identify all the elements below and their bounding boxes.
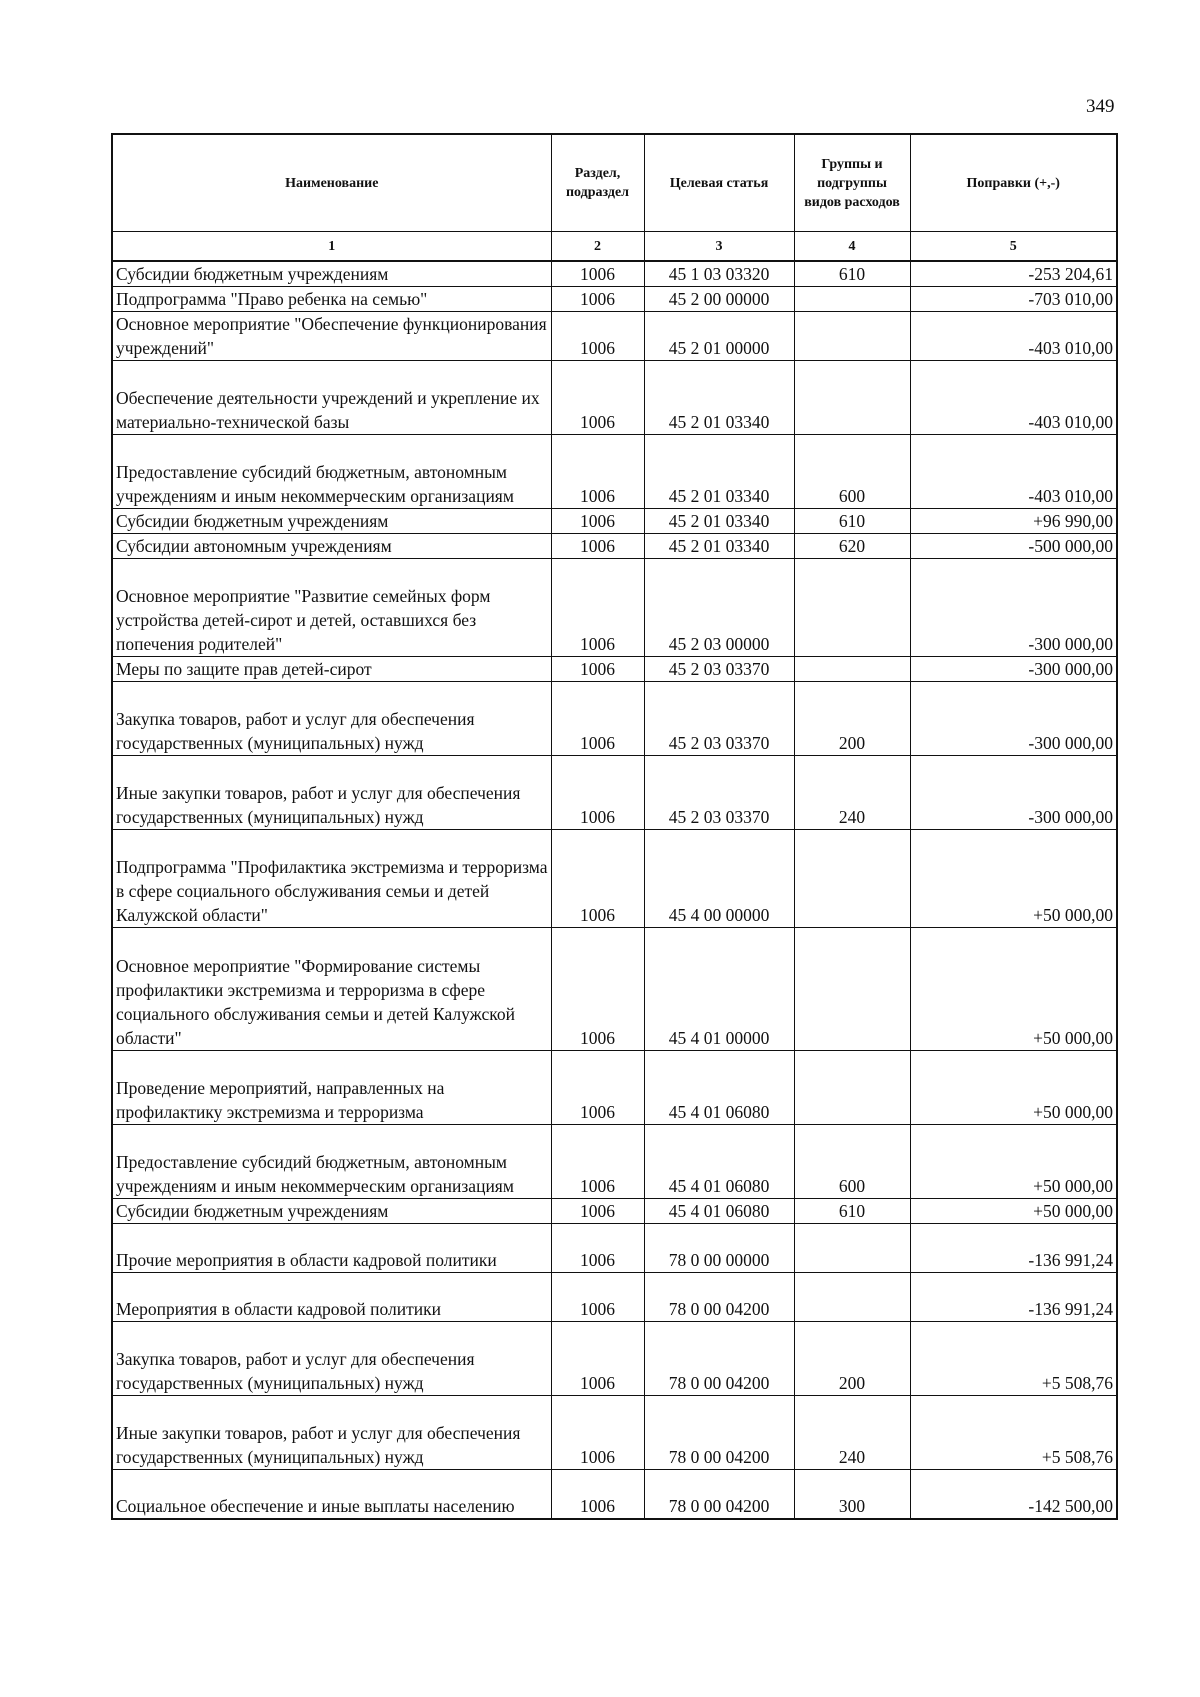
row-target: 45 4 01 06080 xyxy=(644,1125,794,1199)
table-row xyxy=(112,1224,1117,1273)
row-amount: -253 204,61 xyxy=(910,261,1117,287)
table-row xyxy=(112,1470,1117,1519)
row-amount: -136 991,24 xyxy=(910,1224,1117,1273)
row-name: Закупка товаров, работ и услуг для обеспечения государственных (муниципальных) нужд xyxy=(112,1322,551,1396)
page-number: 349 xyxy=(1086,96,1115,117)
row-target: 45 2 03 03370 xyxy=(644,682,794,756)
row-target: 45 2 01 03340 xyxy=(644,361,794,435)
table-row xyxy=(112,1322,1117,1396)
table-header xyxy=(112,134,1117,261)
table-row xyxy=(112,287,1117,312)
row-target: 45 4 01 06080 xyxy=(644,1051,794,1125)
column-number-5: 5 xyxy=(910,232,1117,262)
row-name: Предоставление субсидий бюджетным, автономным учреждениям и иным некоммерческим организациям xyxy=(112,1125,551,1199)
row-amount: -300 000,00 xyxy=(910,657,1117,682)
row-section: 1006 xyxy=(551,1199,644,1224)
table-row xyxy=(112,1396,1117,1470)
row-name: Субсидии бюджетным учреждениям xyxy=(112,1199,551,1224)
row-group xyxy=(794,830,910,928)
row-section: 1006 xyxy=(551,435,644,509)
header-section: Раздел, подраздел xyxy=(551,134,644,232)
table-row xyxy=(112,682,1117,756)
row-section: 1006 xyxy=(551,559,644,657)
table-row xyxy=(112,830,1117,928)
row-amount: -300 000,00 xyxy=(910,682,1117,756)
row-amount: +5 508,76 xyxy=(910,1322,1117,1396)
row-target: 45 2 01 03340 xyxy=(644,534,794,559)
table-row xyxy=(112,435,1117,509)
row-section: 1006 xyxy=(551,1396,644,1470)
row-section: 1006 xyxy=(551,1125,644,1199)
row-name: Подпрограмма "Право ребенка на семью" xyxy=(112,287,551,312)
table-row xyxy=(112,657,1117,682)
row-amount: -403 010,00 xyxy=(910,312,1117,361)
row-section: 1006 xyxy=(551,361,644,435)
row-target: 45 2 03 00000 xyxy=(644,559,794,657)
table-row xyxy=(112,1051,1117,1125)
row-section: 1006 xyxy=(551,509,644,534)
row-group xyxy=(794,1051,910,1125)
row-section: 1006 xyxy=(551,1322,644,1396)
row-name: Основное мероприятие "Формирование системы профилактики экстремизма и терроризма в сфере социального обслуживания семьи и детей Калужской области" xyxy=(112,928,551,1051)
row-name: Иные закупки товаров, работ и услуг для обеспечения государственных (муниципальных) нужд xyxy=(112,1396,551,1470)
row-group xyxy=(794,1224,910,1273)
row-group: 600 xyxy=(794,435,910,509)
row-target: 45 2 00 00000 xyxy=(644,287,794,312)
table-row xyxy=(112,559,1117,657)
row-group xyxy=(794,657,910,682)
table-row xyxy=(112,361,1117,435)
row-amount: +5 508,76 xyxy=(910,1396,1117,1470)
column-number-3: 3 xyxy=(644,232,794,262)
row-target: 78 0 00 00000 xyxy=(644,1224,794,1273)
row-target: 45 1 03 03320 xyxy=(644,261,794,287)
row-group xyxy=(794,928,910,1051)
row-group: 620 xyxy=(794,534,910,559)
row-name: Субсидии бюджетным учреждениям xyxy=(112,509,551,534)
column-number-4: 4 xyxy=(794,232,910,262)
table-body xyxy=(112,261,1117,1519)
row-target: 78 0 00 04200 xyxy=(644,1470,794,1519)
row-section: 1006 xyxy=(551,312,644,361)
row-amount: +50 000,00 xyxy=(910,830,1117,928)
header-target: Целевая статья xyxy=(644,134,794,232)
row-name: Предоставление субсидий бюджетным, автономным учреждениям и иным некоммерческим организациям xyxy=(112,435,551,509)
table-row xyxy=(112,261,1117,287)
row-amount: +50 000,00 xyxy=(910,1199,1117,1224)
row-name: Мероприятия в области кадровой политики xyxy=(112,1273,551,1322)
row-target: 78 0 00 04200 xyxy=(644,1322,794,1396)
header-amendments: Поправки (+,-) xyxy=(910,134,1117,232)
table-row xyxy=(112,1125,1117,1199)
row-name: Социальное обеспечение и иные выплаты населению xyxy=(112,1470,551,1519)
row-amount: -403 010,00 xyxy=(910,435,1117,509)
row-section: 1006 xyxy=(551,1470,644,1519)
header-name: Наименование xyxy=(112,134,551,232)
row-target: 45 2 03 03370 xyxy=(644,756,794,830)
row-amount: -403 010,00 xyxy=(910,361,1117,435)
row-name: Иные закупки товаров, работ и услуг для обеспечения государственных (муниципальных) нужд xyxy=(112,756,551,830)
row-target: 78 0 00 04200 xyxy=(644,1273,794,1322)
row-section: 1006 xyxy=(551,287,644,312)
row-amount: +50 000,00 xyxy=(910,928,1117,1051)
row-name: Обеспечение деятельности учреждений и укрепление их материально-технической базы xyxy=(112,361,551,435)
column-number-2: 2 xyxy=(551,232,644,262)
row-name: Подпрограмма "Профилактика экстремизма и терроризма в сфере социального обслуживания семьи и детей Калужской области" xyxy=(112,830,551,928)
row-section: 1006 xyxy=(551,261,644,287)
row-name: Основное мероприятие "Развитие семейных форм устройства детей-сирот и детей, оставшихся без попечения родителей" xyxy=(112,559,551,657)
column-number-1: 1 xyxy=(112,232,551,262)
row-group xyxy=(794,361,910,435)
row-group: 240 xyxy=(794,756,910,830)
row-target: 45 4 00 00000 xyxy=(644,830,794,928)
row-group xyxy=(794,312,910,361)
row-section: 1006 xyxy=(551,830,644,928)
row-group xyxy=(794,287,910,312)
row-section: 1006 xyxy=(551,1051,644,1125)
table-row xyxy=(112,1199,1117,1224)
row-section: 1006 xyxy=(551,1273,644,1322)
row-section: 1006 xyxy=(551,534,644,559)
row-name: Прочие мероприятия в области кадровой политики xyxy=(112,1224,551,1273)
table-row xyxy=(112,1273,1117,1322)
row-section: 1006 xyxy=(551,928,644,1051)
table-row xyxy=(112,509,1117,534)
row-group: 610 xyxy=(794,261,910,287)
row-group xyxy=(794,1273,910,1322)
row-group: 200 xyxy=(794,1322,910,1396)
row-target: 78 0 00 04200 xyxy=(644,1396,794,1470)
row-amount: +50 000,00 xyxy=(910,1051,1117,1125)
table-row xyxy=(112,928,1117,1051)
row-name: Субсидии автономным учреждениям xyxy=(112,534,551,559)
row-amount: -703 010,00 xyxy=(910,287,1117,312)
row-amount: -300 000,00 xyxy=(910,756,1117,830)
row-amount: +50 000,00 xyxy=(910,1125,1117,1199)
row-section: 1006 xyxy=(551,682,644,756)
row-group: 240 xyxy=(794,1396,910,1470)
budget-amendments-table xyxy=(111,133,1118,1520)
row-target: 45 2 01 00000 xyxy=(644,312,794,361)
row-amount: -300 000,00 xyxy=(910,559,1117,657)
row-section: 1006 xyxy=(551,657,644,682)
row-name: Меры по защите прав детей-сирот xyxy=(112,657,551,682)
row-target: 45 4 01 00000 xyxy=(644,928,794,1051)
row-amount: -136 991,24 xyxy=(910,1273,1117,1322)
row-amount: -142 500,00 xyxy=(910,1470,1117,1519)
table-row xyxy=(112,756,1117,830)
row-group xyxy=(794,559,910,657)
row-group: 300 xyxy=(794,1470,910,1519)
row-amount: -500 000,00 xyxy=(910,534,1117,559)
row-target: 45 2 03 03370 xyxy=(644,657,794,682)
row-section: 1006 xyxy=(551,756,644,830)
row-target: 45 4 01 06080 xyxy=(644,1199,794,1224)
row-name: Закупка товаров, работ и услуг для обеспечения государственных (муниципальных) нужд xyxy=(112,682,551,756)
row-target: 45 2 01 03340 xyxy=(644,509,794,534)
table-row xyxy=(112,312,1117,361)
row-name: Проведение мероприятий, направленных на профилактику экстремизма и терроризма xyxy=(112,1051,551,1125)
row-section: 1006 xyxy=(551,1224,644,1273)
row-group: 610 xyxy=(794,1199,910,1224)
row-name: Основное мероприятие "Обеспечение функционирования учреждений" xyxy=(112,312,551,361)
row-target: 45 2 01 03340 xyxy=(644,435,794,509)
row-group: 610 xyxy=(794,509,910,534)
table-row xyxy=(112,534,1117,559)
row-group: 200 xyxy=(794,682,910,756)
row-group: 600 xyxy=(794,1125,910,1199)
row-name: Субсидии бюджетным учреждениям xyxy=(112,261,551,287)
header-groups: Группы и подгруппы видов расходов xyxy=(794,134,910,232)
row-amount: +96 990,00 xyxy=(910,509,1117,534)
